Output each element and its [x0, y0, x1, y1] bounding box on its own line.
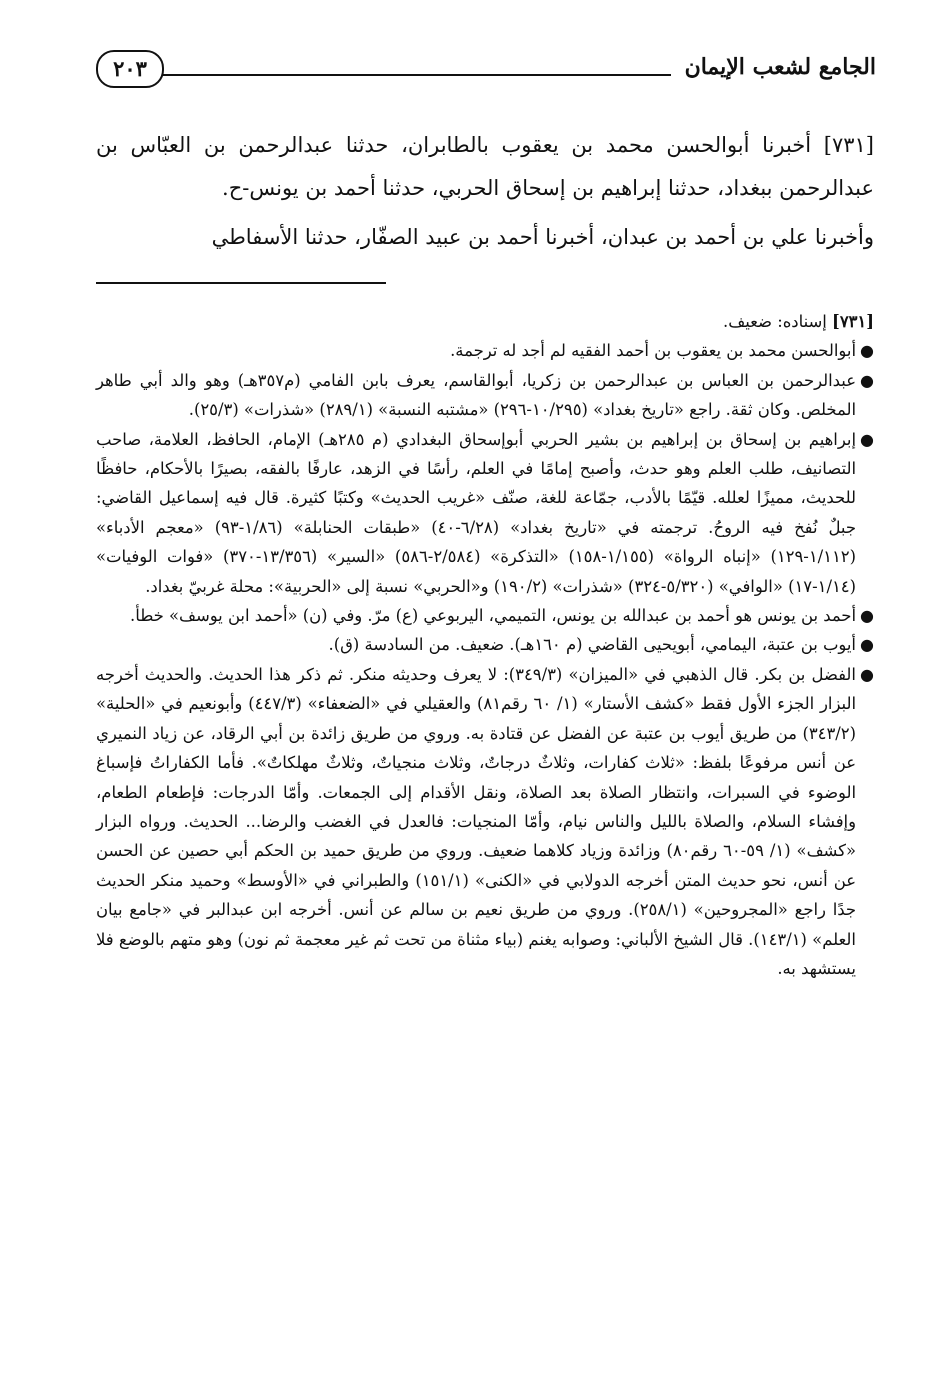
main-text [96, 124, 874, 265]
bullet-icon: ● [860, 635, 874, 655]
list-item [96, 425, 874, 601]
page-number: ٢٠٣ [96, 50, 164, 88]
footnotes [96, 307, 874, 983]
list-item [96, 366, 874, 425]
list-item [96, 630, 874, 659]
book-title: الجامع لشعب الإيمان [684, 54, 876, 80]
bullet-icon: ● [860, 370, 874, 390]
header-rule [162, 74, 671, 76]
footnote-text: أحمد بن يونس هو أحمد بن عبدالله بن يونس، التميمي، اليربوعي (ع) مرّ. وفي (ن) «أحمد ابن يوسف» خطأ. [129, 606, 856, 626]
footnote-text: عبدالرحمن بن العباس بن عبدالرحمن بن زكريا، أبوالقاسم، يعرف بابن الفامي (م٣٥٧هـ) وهو والد أبي طاهر المخلص. وكان ثقة. راجع «تاريخ بغداد» (١٠/٢٩٥-٢٩٦) «مشتبه النسبة» (٢٨٩/١) «شذرات» (٢٥/٣). [96, 370, 857, 420]
list-item [96, 336, 874, 365]
list-item [96, 660, 874, 983]
bullet-icon: ● [860, 606, 874, 626]
footnote-text: أيوب بن عتبة، اليمامي، أبويحيى القاضي (م ١٦٠هـ). ضعيف. من السادسة (ق). [328, 635, 856, 655]
bullet-icon: ● [860, 429, 874, 449]
footnote-text: الفضل بن بكر. قال الذهبي في «الميزان» (٣٤٩/٣): لا يعرف وحديثه منكر. ثم ذكر هذا الحديث. والحديث أخرجه البزار الجزء الأول فقط «كشف الأستار» (١/ ٦٠ رقم٨١) والعقيلي في «الضعفاء» (٤٤٧/٣) وأبونعيم في «الحلية» (٣٤٣/٢) من طريق أيوب بن عتبة عن الفضل عن قتادة به. وروي من طريق زائدة بن أبي الرقاد، عن زياد النميري عن أنس مرفوعًا بلفظ: «ثلاث كفارات، وثلاثٌ درجاتٌ، وثلاث منجياتٌ، وثلاثٌ مهلكاتٌ». فأما الكفاراتُ فإسباغ الوضوء في السبرات، وانتظار الصلاة بعد الصلاة، ونقل الأقدام إلى الجمعات. وأمّا الدرجات: فإطعام الطعام، وإفشاء السلام، والصلاة بالليل والناس نيام، وأمّا المنجيات: فالعدل في الغضب والرضا... الحديث. ورواه البزار «كشف» (١/ ٥٩-٦٠ رقم٨٠) وزائدة وزياد كلاهما ضعيف. وروي من طريق حميد بن الحكم أبي حصين عن الحسن عن أنس، نحو حديث المتن أخرجه الدولابي في «الكنى» (١٥١/١) والطبراني في «الأوسط» وحميد منكر الحديث جدًا راجع «المجروحين» (٢٥٨/١). وروي من طريق نعيم بن سالم عن أنس. أخرجه ابن عبدالبر في «جامع بيان العلم» (١٤٣/١). قال الشيخ الألباني: وصوابه يغنم (بياء مثناة من تحت ثم غير معجمة ثم نون) وهو متهم بالوضع فلا يستشهد به. [96, 664, 857, 978]
footnote-text: أبوالحسن محمد بن يعقوب بن أحمد الفقيه لم أجد له ترجمة. [450, 341, 856, 361]
running-header [96, 44, 876, 94]
list-item [96, 601, 874, 630]
bullet-icon: ● [860, 341, 874, 361]
hadith-paragraph-1: [٧٣١] أخبرنا أبوالحسن محمد بن يعقوب بالطابران، حدثنا عبدالرحمن بن العبّاس بن عبدالرحمن ببغداد، حدثنا إبراهيم بن إسحاق الحربي، حدثنا أحمد بن يونس-ح. [96, 133, 874, 200]
footnote-heading-text: إسناده: ضعيف. [723, 312, 827, 331]
footnote-text: إبراهيم بن إسحاق بن إبراهيم بن بشير الحربي أبوإسحاق البغدادي (م ٢٨٥هـ) الإمام، الحافظ، العلامة، صاحب التصانيف، طلب العلم وهو حدث، وأصبح إمامًا في العلم، رأسًا في الزهد، عارفًا بالفقه، بصيرًا بالأحكام، حافظًا للحديث، مميزًا لعلله. قيّمًا بالأدب، جمّاعة للغة، صنّف «غريب الحديث» وكتبًا كثيرة. قال فيه إسماعيل القاضي: جبلٌ نُفخ فيه الروحُ. ترجمته في «تاريخ بغداد» (٦/٢٨-٤٠) «طبقات الحنابلة» (١/٨٦-٩٣) «معجم الأدباء» (١/١١٢-١٢٩) «إنباه الرواة» (١/١٥٥-١٥٨) «التذكرة» (٢/٥٨٤-٥٨٦) «السير» (١٣/٣٥٦-٣٧٠) «فوات الوفيات» (١/١٤-١٧) «الوافي» (٥/٣٢٠-٣٢٤) «شذرات» (١٩٠/٢) و«الحربي» نسبة إلى «الحربية»: محلة غربيّ بغداد. [96, 429, 856, 596]
bullet-icon: ● [860, 664, 874, 684]
footnote-separator [96, 282, 386, 284]
footnote-heading [96, 307, 874, 336]
footnote-number: [٧٣١] [832, 312, 874, 331]
hadith-paragraph-2: وأخبرنا علي بن أحمد بن عبدان، أخبرنا أحمد بن عبيد الصفّار، حدثنا الأسفاطي [211, 225, 874, 249]
footnote-list [96, 336, 874, 983]
